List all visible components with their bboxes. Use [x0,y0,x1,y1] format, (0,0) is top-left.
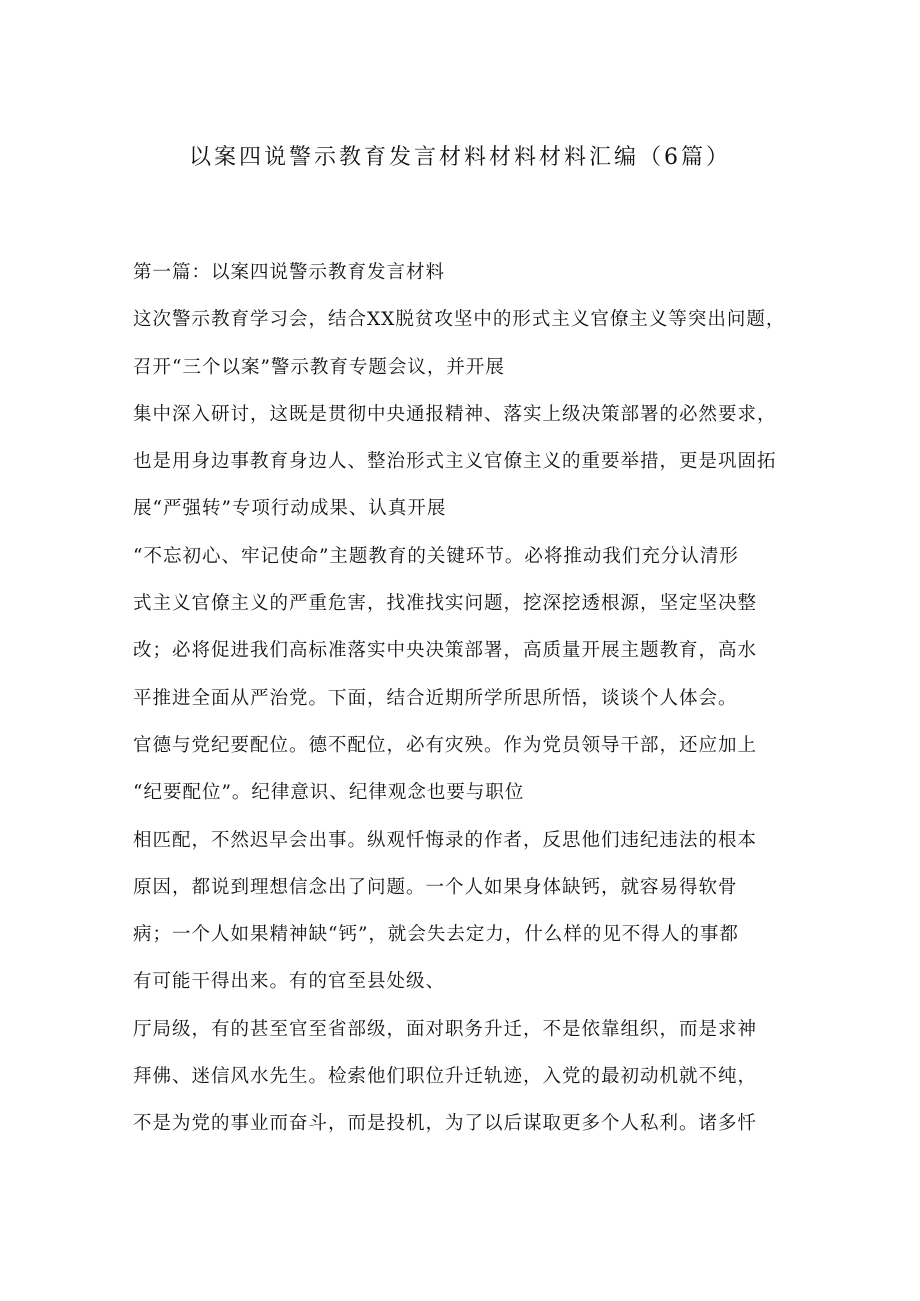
paragraph-line: 不是为党的事业而奋斗，而是投机，为了以后谋取更多个人私利。诸多忏 [133,1113,758,1135]
document-body [133,258,803,1157]
paragraph-line: 官德与党纪要配位。德不配位，必有灾殃。作为党员领导干部，还应加上 [133,734,758,756]
paragraph-line: 平推进全面从严治党。下面，结合近期所学所思所悟，谈谈个人体会。 [133,687,738,709]
paragraph-line: 拜佛、迷信风水先生。检索他们职位升迁轨迹，入党的最初动机就不纯， [133,1066,758,1088]
paragraph-line: 也是用身边事教育身边人、整治形式主义官僚主义的重要举措，更是巩固拓 [133,451,777,473]
section-heading: 第一篇：以案四说警示教育发言材料 [133,262,446,283]
paragraph-line: 病；一个人如果精神缺“钙”，就会失去定力，什么样的见不得人的事都 [133,924,739,946]
paragraph-line: 集中深入研讨，这既是贯彻中央通报精神、落实上级决策部署的必然要求， [133,403,777,425]
paragraph-line: 式主义官僚主义的严重危害，找准找实问题，挖深挖透根源，坚定坚决整 [133,593,758,615]
paragraph-line: 原因，都说到理想信念出了问题。一个人如果身体缺钙，就容易得软骨 [133,876,738,898]
paragraph-line: “不忘初心、牢记使命”主题教育的关键环节。必将推动我们充分认清形 [133,545,739,567]
document-title: 以案四说警示教育发言材料材料材料汇编（6篇） [189,145,731,170]
paragraph-line: 这次警示教育学习会，结合XX脱贫攻坚中的形式主义官僚主义等突出问题， [133,309,786,331]
paragraph-line: “纪要配位”。纪律意识、纪律观念也要与职位 [133,782,525,804]
paragraph-line: 展“严强转”专项行动成果、认真开展 [133,498,447,520]
paragraph-line: 有可能干得出来。有的官至县处级、 [133,971,446,993]
paragraph-line: 厅局级，有的甚至官至省部级，面对职务升迁，不是依靠组织，而是求神 [133,1018,758,1040]
paragraph-line: 改；必将促进我们高标准落实中央决策部署，高质量开展主题教育，高水 [133,640,758,662]
paragraph-line: 相匹配，不然迟早会出事。纵观忏悔录的作者，反思他们违纪违法的根本 [133,829,758,851]
paragraph-line: 召开“三个以案”警示教育专题会议，并开展 [133,356,505,378]
